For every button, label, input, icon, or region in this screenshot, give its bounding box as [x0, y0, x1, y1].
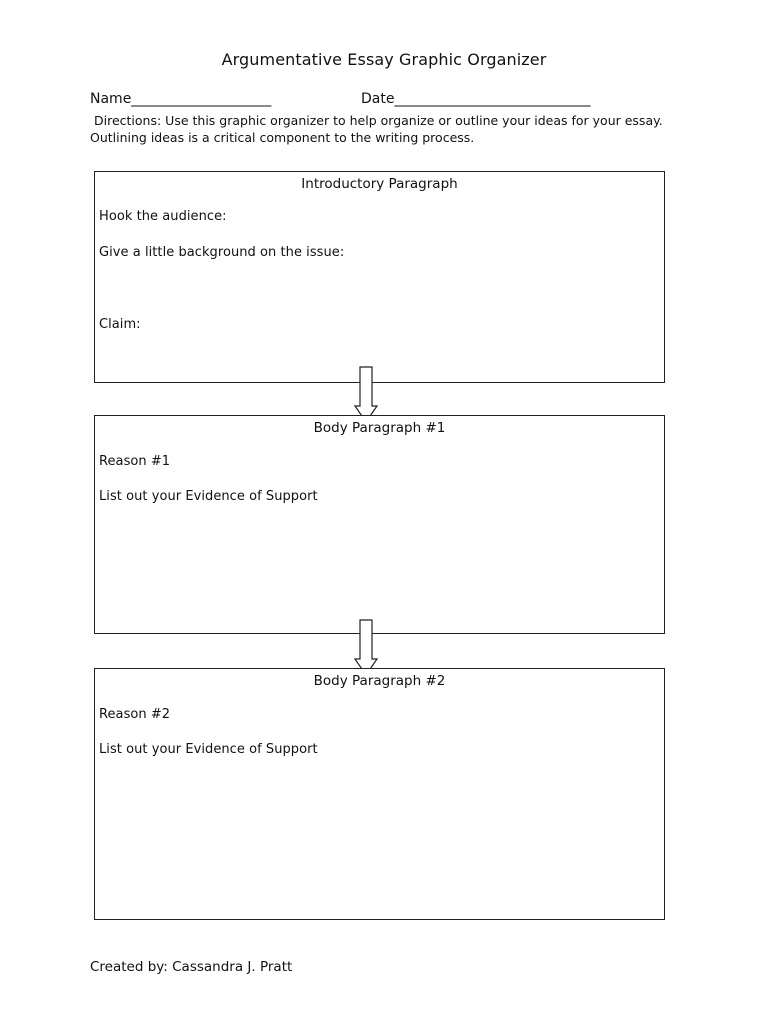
directions	[90, 112, 690, 146]
introductory-paragraph-title: Introductory Paragraph	[301, 176, 458, 192]
reason-2-prompt: Reason #2	[99, 707, 171, 722]
author-credit: Created by: Cassandra J. Pratt	[90, 959, 293, 975]
hook-prompt: Hook the audience:	[99, 209, 227, 224]
introductory-paragraph-box[interactable]	[94, 171, 665, 383]
directions-line-2: Outlining ideas is a critical component to the writing process.	[90, 130, 475, 145]
document-title: Argumentative Essay Graphic Organizer	[221, 50, 547, 69]
evidence-2-prompt: List out your Evidence of Support	[99, 742, 318, 757]
body-paragraph-1-title: Body Paragraph #1	[313, 420, 446, 436]
date-field[interactable]: Date____________________________	[361, 91, 591, 107]
body-paragraph-2-box[interactable]	[94, 668, 665, 920]
body-paragraph-1-box[interactable]	[94, 415, 665, 634]
body-paragraph-2-title: Body Paragraph #2	[313, 673, 446, 689]
name-field[interactable]: Name____________________	[90, 91, 272, 107]
background-prompt: Give a little background on the issue:	[99, 245, 345, 260]
claim-prompt: Claim:	[99, 317, 141, 332]
directions-line-1: Directions: Use this graphic organizer to help organize or outline your ideas for your essay.	[94, 113, 663, 128]
evidence-1-prompt: List out your Evidence of Support	[99, 489, 318, 504]
reason-1-prompt: Reason #1	[99, 454, 171, 469]
